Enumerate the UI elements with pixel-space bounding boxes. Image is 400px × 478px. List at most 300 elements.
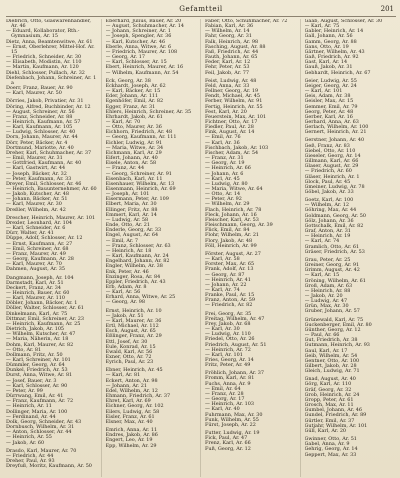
directory-entry: Freitag, Wilhelm, Ar. 47 [205,315,265,322]
directory-entry: Flohr, Wilhelm, Ar. 21 [205,232,260,239]
directory-entry: — Emil, Maurer, Ar. 31 [6,155,63,162]
directory-entry: Fertig, Heinrich, Ar. 55 [205,103,263,110]
directory-entry: — Ludwig, Ar. 58 [105,216,149,223]
directory-entry: Fleischmann, Georg, Ar. 39 [205,222,273,229]
directory-entry: — Peter, Ar. 92 [205,196,242,203]
directory-entry: — Karl, Maurer, Ar. 36 [105,317,162,324]
directory-entry: Goldmann, Georg, Ar. 50 [304,212,366,219]
directory-entry: — Karl, Ar. 74 [304,238,340,245]
directory-entry: Grimm, August, Ar. 42 [304,267,360,274]
directory-column-4 [305,19,397,477]
directory-entry: Drescher, Heinrich, Maurer, Ar. 101 [6,214,96,221]
directory-entry: Gieseler, Georg, Ar. 14 [304,152,361,159]
directory-entry: Gutjahr, Wilhelm, Ar. 101 [304,422,368,429]
directory-entry: Feuerstein, Max, Ar. 101 [205,113,267,120]
directory-entry: — Josef, Bauer, Ar. 3 [6,377,57,384]
directory-entry: Faß, Friedrich, Ar. 44 [205,48,259,55]
directory-entry: — Joseph, Ar. 101 [105,191,150,198]
directory-entry: Diehl, Schlosser, Pullach, Ar. 32 [6,69,85,76]
directory-entry: Eppler, Friedrich, Ar. 43 [105,278,166,285]
directory-entry: Futter, Ludwig, Ar. 19 [205,430,260,437]
directory-entry: Gropp, Peter, Ar. 61 [304,396,354,403]
directory-entry: Ebert, Heinrich, Maurer, Ar. 16 [105,64,184,71]
directory-entry: Dörries, Jakob, Privatier, Ar. 31 [6,98,84,105]
directory-entry: — Heinrich, Kaufmann, Ar. 25 [6,320,81,327]
directory-entry: Fellner, Georg, Ar. 19 [205,88,259,95]
directory-entry: — Eduard, Kollaborator, Rth.-Gymnasium, Ar. 15 [6,28,80,40]
directory-entry: — Elisabeth, Modistin, Ar. 110 [6,59,82,66]
directory-entry: — Maria, Näherin, Ar. 18 [6,336,69,343]
directory-entry: Dreyfuß, Moritz, Kaufmann, Ar. 50 [6,463,92,470]
directory-entry: Ertl, Michael, Ar. 112 [105,323,159,330]
directory-entry: Eder, Johann, Ar. 111 [105,93,159,100]
directory-entry: — Franz, Kaufmann, Ar. 72 [6,398,74,405]
directory-entry: — Ludwig, Ar. 110 [205,331,251,338]
directory-entry: — Karl, Schlosser, Ar. 90 [6,382,68,389]
directory-entry: Engelhard, Johann, Ar. 82 [105,258,170,265]
directory-entry: — Joseph, Bäcker, Ar. 32 [6,170,67,177]
directory-entry: Dinkelmann, Karl, Ar. 75 [6,310,68,317]
directory-entry: — Maria, Witwe, Ar. 34 [105,144,164,151]
directory-entry: — Georg, Ar. 87 [205,271,245,278]
directory-entry: Endres, Jakob, Ar. 86 [105,432,158,439]
page-header [6,4,396,17]
directory-entry: — Karl, Ar. 58 [205,256,240,263]
directory-entry: Dreyer, Emil, Schlosser, Ar. 46 [6,180,82,187]
directory-entry: Gehrig, Georg, Ar. 14 [304,446,358,453]
directory-entry: Fuchs, Anna, Ar. 9 [205,380,251,387]
directory-entry: Geppert, Max, Ar. 33 [304,451,357,458]
directory-entry: — Emil, Ar. 64 [205,385,241,392]
directory-entry: — Heinrich, Ar. 103 [205,401,254,408]
directory-entry: Goetz, Karl, Ar. 100 [304,197,354,204]
directory-entry: — Heinrich, Ar. 72 [205,346,251,353]
directory-entry: Fromm, Karl, Ar. 81 [205,375,255,382]
directory-entry: Deckert, Franz, Ar. 34 [6,284,61,291]
directory-entry: — Otto, Maurer, Ar. 36 [105,124,162,131]
directory-entry: — Martin, Kaufmann, Ar. 120 [6,64,79,71]
directory-entry: Grau, Peter, Ar. 25 [304,256,351,263]
directory-entry: Funk, Wilhelm, Ar. 55 [205,416,259,423]
directory-entry: — Johann, Ar. 21 [105,382,147,389]
directory-entry: Flory, Jakob, Ar. 48 [205,237,253,244]
directory-entry: — Karl, Schlosser, Ar. 15 [105,59,167,66]
directory-entry: — Georg, Ar. 98 [105,299,145,306]
directory-entry: — Anton, Schlosser, Ar. 44 [6,429,72,436]
directory-entry: Geis, Adam, Ar. 38 [304,93,351,100]
directory-entry: Geiger, Georg, Ar. 24 [304,82,357,89]
directory-entry: Flick, Emil, Ar. 84 [205,227,250,234]
directory-entry: Eßlinger, Franz, Ar. 29 [105,333,162,340]
directory-entry: — Franz, Ar. 28 [205,390,244,397]
directory-entry: Gutmann, Heinrich, Ar. 93 [304,342,370,349]
directory-entry: — Karl, Ar. 40 [205,406,240,413]
directory-entry: — Karl, Kaufmann, Ar. 105 [6,124,73,131]
directory-entry: Enk, Peter, Ar. 46 [105,268,149,275]
directory-entry: Graf, Anton, Ar. 31 [304,228,351,235]
directory-entry: Gans, Otto, Ar. 19 [304,43,349,50]
directory-entry: Frey, Jakob, Ar. 68 [205,320,251,327]
directory-entry: Düppe, Adolf, Schlosser, Ar. 12 [6,235,83,242]
directory-entry: Franke, Paul, Ar. 15 [205,292,255,299]
directory-entry: Ende, Otto, Ar. 21 [105,222,151,229]
directory-entry: Gleich, Ludwig, Ar. 71 [304,368,360,375]
directory-entry: Glock, Paul, Ar. 45 [304,178,351,185]
directory-entry: Fick, Paul, Ar. 47 [205,435,248,442]
directory-entry: Gall, Johann, Ar. 56 [304,33,353,40]
directory-entry: Dornbusch, Wilhelm, Ar. 31 [6,424,75,431]
directory-column-2 [106,19,202,477]
directory-entry: — Georg, Kaufmann, Ar. 111 [105,134,177,141]
directory-entry: Ebner, Heinrich, Ar. 45 [105,367,163,374]
directory-entry: Gentner, Otto, Ar. 100 [304,357,360,364]
directory-entry: Fest, Karl, Ar. 20 [205,108,247,115]
directory-entry: Fehr, Peter, Ar. 53 [205,64,250,71]
directory-entry: Durst, Anna, Witwe, Ar. 81 [6,372,73,379]
directory-entry: — Johann, Schreiner, Ar. 1 [105,28,171,35]
directory-entry: Eichhorn, Friedrich, Ar. 48 [105,129,173,136]
directory-entry: Eisele, Anton, Ar. 58 [105,160,157,167]
directory-entry: Gruber, Johann, Ar. 57 [304,308,360,315]
directory-entry: — Karl, Schreiner, Ar. 101 [6,357,71,363]
directory-entry: Gwinner, Otto, Ar. 51 [304,436,357,443]
directory-entry: — Johann, Ar. 6 [205,170,244,177]
directory-entry: Grünewald, Karl, Ar. 75 [304,316,364,323]
directory-entry: Friedrich, August, Ar. 51 [205,341,267,348]
directory-entry: Gerlach, Wilhelm, Ar. 100 [304,124,369,131]
directory-entry: Dunkel, Friedrich, Ar. 53 [6,367,68,374]
directory-entry: Gürtler, Emil, Ar. 37 [304,417,355,424]
directory-entry: Eckhardt, Joseph, Ar. 62 [105,82,166,89]
directory-entry: — Wilhelm, Ar. 14 [205,28,250,35]
directory-entry: Gabler, Heinrich, Ar. 14 [304,28,364,35]
directory-entry: — Friedrich, Ar. 44 [6,452,54,459]
directory-entry: Ettl, Josef, Ar. 30 [105,338,148,345]
directory-entry: Exner, Otto, Ar. 72 [105,354,152,360]
directory-entry: — Karl, Maurer, Ar. 70 [6,261,62,268]
directory-entry: Gumbel, Johann, Ar. 46 [304,407,362,414]
directory-entry: Elbert, Maria, Ar. 30 [105,201,157,208]
directory-entry: — Franz, Schneider, Ar. 88 [6,113,73,120]
directory-entry: — Otto, Ar. 81 [6,346,42,353]
directory-entry: Friedel, Otto, Ar. 26 [205,336,255,343]
directory-entry: Eckert, Anton, Ar. 98 [105,377,158,384]
directory-entry: Esch, August, Ar. 65 [105,328,156,335]
directory-entry: Gernert, Heinrich, Ar. 21 [304,129,367,136]
directory-entry: Gemmer, Emil, Ar. 79 [304,103,358,110]
directory-entry: Feld, Anna, Ar. 33 [205,82,250,89]
directory-entry: — Wilhelm, Kaufmann, Ar. 54 [105,69,179,76]
directory-entry: — Peter, Kaufmann, Ar. 33 [6,175,72,182]
directory-entry: — Karl, Ar. 30 [205,326,240,333]
directory-entry: — Friedrich, Ar. 82 [205,302,253,309]
directory-entry: Fauth, Johann, Ar. 65 [205,54,258,61]
directory-entry: Dortmund, Mariotte, Ar. 40 [6,144,74,151]
directory-entry: — Karl, Ar. 45 [205,175,240,182]
directory-entry: Eichner, Georg, Ar. 102 [105,403,164,410]
directory-entry: Edel, Wilhelm, Ar. 12 [105,387,158,394]
directory-entry: — Heinrich, Ar. 18 [105,247,152,254]
directory-entry: Eifert, Johann, Ar. 40 [105,155,158,162]
directory-entry: Fries, Georg, Ar. 14 [205,357,254,363]
directory-entry: — Emil, Ar. 76 [205,134,241,141]
directory-entry: Gröning, Wilhelm, Ar. 61 [304,277,366,284]
directory-entry: Gauß, Jakob, Ar. 31 [304,64,353,71]
directory-entry: Gnad, August, Ar. 40 [304,376,356,383]
directory-entry: — Jakob, Kutscher, Ar. 48 [6,191,69,198]
directory-entry: Gräser, Friedrich, Ar. 53 [304,248,365,255]
directory-entry: Drexler, Leonhard, Ar. 104 [6,219,72,226]
directory-entry: Geß, Franz, Ar. 83 [304,142,350,149]
directory-entry: Gillmann, Karl, Ar. 66 [304,158,359,165]
directory-entry: — Johann, Bäcker, Ar. 51 [6,196,68,203]
directory-entry: Göbel, Jakob, Ar. 33 [304,189,354,195]
directory-entry: Gramlich, Otto, Ar. 61 [304,243,360,250]
directory-entry: Fischbach, Jakob, Ar. 103 [205,144,269,151]
directory-entry: Döbler, Johann, Bäcker, Ar. 1 [6,300,78,307]
page-number: 201 [380,5,394,13]
directory-column-1 [6,19,102,477]
directory-entry: Gerber, Karl, Ar. 16 [304,113,353,120]
directory-entry: — Jakob, Ar. 20 [304,292,343,299]
directory-entry: Grob, Heinrich, Ar. 24 [304,391,360,398]
directory-entry: — Karl, Ar. 74 [205,286,240,293]
directory-entry: Görg, Karl, Ar. 110 [304,381,352,388]
directory-entry: Franz, Anton, Ar. 59 [205,297,255,304]
directory-entry: Gerstner, Johann, Ar. 40 [304,137,365,144]
directory-entry: Ewald, Karl, Ar. 56 [105,348,153,355]
directory-entry: Diefenbach, Johann, Schreiner, Ar. 1 a [6,74,97,86]
directory-entry: — Georg, Ar. 17 [205,396,245,403]
directory-entry: Eisenbach, Karl, Ar. 11 [105,175,163,182]
directory-entry: Gebhardt, Heinrich, Ar. 67 [304,69,371,76]
directory-entry: Glaser, August, Ar. 29 [304,163,359,170]
directory-entry: Drasdo, Karl, Maurer, Ar. 70 [6,447,77,454]
directory-entry: Fischer, Adam, Ar. 54 [205,149,259,156]
directory-entry: Gaul, Karl, Ar. 17 [304,347,348,354]
directory-entry: Frenz, Karl, Ar. 66 [205,440,251,447]
directory-entry: Egger, Franz, Ar. 31 [105,103,156,110]
directory-entry: Grosch, Max, Ar. 11 [304,402,354,409]
directory-entry: Gamm, Georg, Ar. 88 [304,38,357,45]
directory-entry: — Karl, Maurer, Ar. 50 [6,90,62,97]
directory-entry: Fabian, Karl, Ar. 36 [205,23,254,30]
directory-entry: Gaab, August, Schlosser, Ar. 30 [304,19,383,24]
directory-entry: — Ferdinand, Ar. 44 [6,413,56,420]
directory-entry: Dürrwang, Emil, Ar. 41 [6,393,64,400]
directory-entry: Ehret, Karl, Ar. 69 [105,398,151,405]
directory-entry: Ehrhardt, Jakob, Ar. 61 [105,113,163,120]
directory-entry: Fröhlich, Johann, Ar. 37 [205,370,264,377]
directory-entry: Engel, August, Ar. 64 [105,232,159,239]
directory-entry: Eisermann, Peter, Ar. 109 [105,196,169,203]
directory-entry: Feil, Jakob, Ar. 77 [205,69,249,76]
directory-entry: — Friedrich, Ar. 60 [304,168,352,175]
directory-entry: Ernst, Heinrich, Ar. 10 [105,307,162,314]
directory-entry: — Ludwig, Ar. 47 [304,298,348,305]
directory-entry: — Friedrich, Schneider, Ar. 30 [6,54,82,61]
directory-entry: Fleck, Johann, Ar. 16 [205,211,257,218]
directory-entry: Darmstadt, Karl, Ar. 51 [6,279,64,286]
directory-entry: Gundel, Friedrich, Ar. 89 [304,412,367,419]
directory-entry: Förster, August, Ar. 27 [205,250,261,257]
directory-entry: Fuhrmann, Max, Ar. 30 [205,411,263,418]
directory-entry: — Ludwig, Ar. 80 [205,180,248,187]
directory-entry: Gaß, Friedrich, Ar. 92 [304,54,359,61]
directory-entry: Gerhard, Anna, Ar. 63 [304,118,359,125]
directory-entry: — Wilhelm, Ar. 12 [304,202,350,209]
directory-entry: — Georg, Ar. 19 [205,160,245,167]
directory-entry: — Franz, Schlosser, Ar. 63 [105,242,171,249]
directory-entry: Eck, Georg, Ar. 38 [105,77,151,84]
directory-entry: Engert, Leo, Ar. 19 [105,437,153,444]
directory-entry: — Karl, Kaufmann, Ar. 24 [105,253,169,260]
directory-entry: Güll, Karl, Ar. 20 [304,427,347,434]
directory-entry: — Heinrich, Bauunternehmer, Ar. 60 [6,186,97,192]
directory-entry: — August, Schuhmacher, Ar. 14 [105,23,184,30]
directory-entry: Dreher, Paul, Ar. 93 [6,457,55,464]
directory-entry: Fürst, Joseph, Ar. 22 [205,421,256,428]
directory-entry: — Paul, Ar. 66 [304,332,340,339]
directory-entry: — Wilhelm, Kutscher, Ar. 47 [6,331,76,338]
directory-entry: Gölz, Johann, Ar. 36 [304,217,354,224]
directory-entry: Eichler, Ludwig, Ar. 91 [105,139,163,146]
directory-entry: Geib, Wilhelm, Ar. 54 [304,352,358,359]
directory-entry: — Maria, Witwe, Ar. 64 [205,186,263,192]
directory-entry: Göhring, Max, Ar. 44 [304,207,357,214]
directory-entry: — Joseph, Spengler, Ar. 36 [105,33,172,40]
directory-entry: — Ludwig, Schlosser, Ar. 40 [6,129,76,136]
directory-entry: — Georg, Kaufmann, Ar. 28 [6,256,74,263]
directory-entry: — Franz, Ar. 44 [105,165,145,172]
directory-entry: Forster, Max, Ar. 65 [205,261,255,268]
directory-entry: Döring, Alfred, Buchbinder, Ar. 12 [6,103,91,110]
directory-entry: — Karl, Ar. 70 [105,118,141,125]
directory-entry: — Heinrich, Ar. 19 [304,233,351,240]
directory-entry: — Georg, Ar. 17 [105,54,145,61]
directory-entry: Fasching, August, Ar. 88 [205,43,266,50]
directory-entry: Feder, Karl, Ar. 12 [205,59,251,66]
directory-entry: Frei, Georg, Ar. 35 [205,310,252,317]
directory-entry: — Franz, Maurer, Ar. 49 [6,250,66,257]
directory-entry: Eisenhauer, Wilhelm, Ar. 13 [105,180,175,187]
directory-entry: Gut, Friedrich, Ar. 38 [304,337,358,344]
directory-entry: Eilers, Ludwig, Ar. 58 [105,408,160,415]
directory-entry: Fahr, Georg, Ar. 31 [205,33,253,40]
directory-entry: — Heinrich, Ar. 55 [6,434,52,441]
directory-entry: — Otto, Ar. 14 [205,191,241,198]
directory-entry: Groß, Adam, Ar. 63 [304,282,353,289]
directory-entry: Dolk, Georg, Schneider, Ar. 43 [6,418,82,425]
directory-column-3 [205,19,301,477]
directory-entry: Günther, Georg, Ar. 12 [304,326,361,333]
directory-entry: — Jakob, Ar. 60 [6,439,45,446]
directory-entry: — Karl, Schneider, Ar. 6 [6,225,66,232]
directory-entry: Dohm, Karl, Maurer, Ar. 82 [6,341,74,348]
directory-entry: Dörr, Peter, Bäcker, Ar. 4 [6,139,68,146]
directory-entry: — Emil, Ar. 7 [105,237,138,244]
directory-entry: — Johann, Ar. 22 [205,281,247,288]
directory-entry: — Karl, Maurer, Ar. 30 [6,201,62,208]
directory-entry: Eyrich, Paul, Ar. 23 [105,359,154,366]
directory-entry: Epp, Wilhelm, Ar. 29 [105,442,157,449]
directory-entry: Eberhard, Julius, Bauer, Ar. 20 [105,19,182,24]
directory-entry: Engler, Wilhelm, Ar. 38 [105,263,163,270]
directory-entry: Dietz, Anna, Beamtenwitwe, Ar. 61 [6,38,93,45]
directory-entry: — Karl, Ar. 101 [205,351,243,358]
directory-entry: Gläser, Heinrich, Ar. 1 [304,173,360,180]
directory-entry: Egenhöfer, Emil, Ar. 82 [105,98,164,105]
directory-entry: Fleischer, Karl, Ar. 53 [205,216,259,223]
directory-entry: Geier, Ludwig, Ar. 55 [304,77,357,84]
directory-entry: — Heinrich, Kaufmann, Ar. 57 [6,118,81,125]
directory-entry: Ehmann, Friedrich, Ar. 37 [105,393,171,400]
directory-entry: Faber, Otto, Schuhmacher, Ar. 72 [205,19,288,24]
directory-entry: Enzinger, Rosa, Ar. 84 [105,273,161,280]
directory-entry: — Ernst, Oberlehrer, Mittel-Hof. Ar. 15 [6,43,95,55]
directory-entry: — Heinrich, Ar. 11 [6,403,52,410]
directory-entry: Dollinger, Maria, Ar. 100 [6,408,68,415]
running-head: Gefamtteil [179,4,223,13]
directory-entry: — Karl, Gastwirt, Ar. 44 [6,165,66,172]
directory-entry: — Karl, Kutscher, Ar. 46 [105,38,166,45]
directory-entry: Dümmler, Georg, Ar. 64 [6,362,65,369]
directory-entry: Ehlers, Heinrich, Schreiner, Ar. 35 [105,108,192,115]
directory-entry: Dahmen, August, Ar. 35 [6,266,65,273]
directory-entry: Ellinger, Fritz, Ar. 88 [105,206,158,213]
directory-entry: — Gottfried, Kaufmann, Ar. 40 [6,160,82,167]
directory-entry: — Emil, Schreiner, Ar. 68 [6,245,69,252]
directory-entry: — Peter, Ar. 99 [6,387,43,394]
directory-entry: Emmert, Karl, Ar. 14 [105,211,157,218]
directory-entry: Dürr, Walter, Ar. 41 [6,230,54,237]
directory-entry: Guckenberger, Emil, Ar. 80 [304,321,372,328]
directory-entry: Fuß, Georg, Ar. 12 [205,445,251,452]
directory-entry: Falk, Heinrich, Ar. 98 [205,38,259,45]
directory-entry: — Karl, Ar. 36 [205,139,240,146]
directory-entry: Döller, Walter, Schlosser, Ar. 61 [6,305,84,312]
directory-entry: — Karl, Ar. 75 [304,23,340,30]
directory-entry: Erhard, Anna, Witwe, Ar. 25 [105,294,176,301]
directory-entry: Eichmann, Karl, Ar. 29 [105,149,162,156]
directory-entry: Gärtner, Wilhelm, Ar. 43 [304,48,365,55]
directory-entry: Dietrich, Jakob, Ar. 105 [6,326,65,333]
directory-entry: — Karl, Ar. 101 [304,88,343,95]
directory-entry: — Karl, Bäcker, Ar. 15 [105,88,161,95]
directory-entry: Dreher, Karl, Schuhmacher, Ar. 37 [6,149,92,156]
directory-entry: — Ernst, Kaufmann, Ar. 27 [6,240,73,247]
directory-entry: — Heinrich, Bauer, Ar. 60 [6,289,70,296]
directory-entry: Ferber, Wilhelm, Ar. 91 [205,98,263,105]
directory-entry: Gabel, Anna, Ar. 9 [304,441,350,448]
directory-entry: — Franz, Ar. 31 [205,155,244,162]
directory-entry: Fiedler, Paul, Ar. 28 [205,124,254,131]
directory-entry: Flach, Heinrich, Ar. 78 [205,206,262,213]
directory-entry: Erb, Adam, Ar. 8 [105,283,147,290]
directory-entry: Fink, August, Ar. 14 [205,129,255,136]
directory-entry: Greiner, Georg, Ar. 91 [304,262,360,269]
directory-entry: Eisenmann, Heinrich, Ar. 69 [105,186,176,192]
directory-entry: — Karl, Maurer, Ar. 110 [6,295,66,302]
directory-entry: — Friedrich, Maurer, Ar. 108 [105,48,178,55]
directory-entry: Dangmann, Joseph, Ar. 104 [6,274,74,281]
directory-entry: Doerr, Franz, Bauer, Ar. 90 [6,85,73,92]
directory-entry: Dollmann, Fritz, Ar. 50 [6,351,63,358]
directory-columns [6,19,396,477]
directory-entry: Diebrich, Otto, Glaswarenhändler, Ar. 46 [6,19,91,30]
directory-entry: Gast, Karl, Ar. 14 [304,59,348,66]
directory-entry: Dreßler, Wilhelm, Ar. 42 [6,206,66,213]
